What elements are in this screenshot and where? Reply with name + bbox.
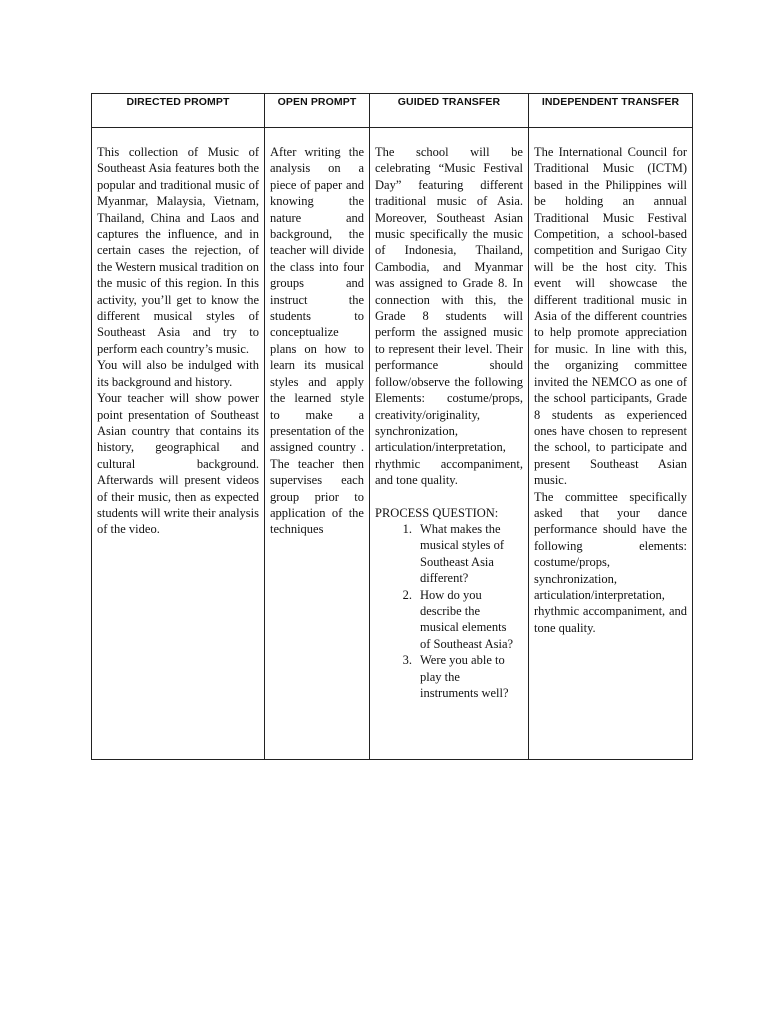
directed-paragraph: Your teacher will show power point presentation of Southeast Asian country that contains its history, geographical and cultural background. Afterwards will present videos of their music, then as expected students will write their analysis of the video. [97, 391, 259, 537]
process-question-item [375, 652, 523, 701]
header-open-prompt: OPEN PROMPT [265, 94, 370, 128]
content-row [92, 128, 693, 760]
process-question-item [375, 587, 523, 653]
question-text: Were you able to play the instruments well? [420, 653, 509, 700]
question-text: How do you describe the musical elements of Southeast Asia? [420, 587, 514, 651]
header-row [92, 94, 693, 128]
activity-table [91, 93, 693, 760]
independent-paragraph: The committee specifically asked that your dance performance should have the following elements: costume/props, synchronization, articulation/interpretation, rhythmic accompaniment, and tone quality. [534, 489, 687, 635]
directed-paragraph: You will also be indulged with its background and history. [97, 358, 259, 389]
question-number: 2. [402, 587, 412, 602]
process-question-list [375, 521, 523, 701]
header-independent-transfer: INDEPENDENT TRANSFER [529, 94, 693, 128]
directed-paragraph: This collection of Music of Southeast Asia features both the popular and traditional music of Myanmar, Malaysia, Vietnam, Thailand, China and Laos and captures the influence, and in certain cases the rejection, of the Western musical tradition on the music of this region. In this activity, you’ll get to know the different musical styles of Southeast Asia and try to perform each country’s music. [97, 145, 259, 356]
header-directed-prompt: DIRECTED PROMPT [92, 94, 265, 128]
independent-paragraph: The International Council for Traditional Music (ICTM) based in the Philippines will be holding an annual Traditional Music Festival Competition, a school-based competition and Surigao City will be the host city. This event will showcase the different traditional music in Asia of the different countries to help promote appreciation for music. In line with this, the organizing committee invited the NEMCO as one of the school participants, Grade 8 students as experienced ones have chosen to represent the school, to participate and present Southeast Asian music. [534, 145, 687, 488]
header-guided-transfer: GUIDED TRANSFER [370, 94, 529, 128]
independent-transfer-cell [529, 128, 693, 760]
process-question-item [375, 521, 523, 587]
guided-paragraph: The school will be celebrating “Music Festival Day” featuring different traditional music of Asia. Moreover, Southeast Asian music specifically the music of Indonesia, Thailand, Cambodia, and Myanmar was assigned to Grade 8. In connection with this, the Grade 8 students will perform the assigned music to represent their level. Their performance should follow/observe the following Elements: costume/props, creativity/originality, synchronization, articulation/interpretation, rhythmic accompaniment, and tone quality. [375, 145, 523, 488]
directed-prompt-cell [92, 128, 265, 760]
guided-transfer-cell [370, 128, 529, 760]
question-number: 1. [402, 521, 412, 536]
process-question-title: PROCESS QUESTION: [375, 505, 499, 520]
open-paragraph: After writing the analysis on a piece of paper and knowing the nature and background, the teacher will divide the class into four groups and instruct the students to conceptualize plans on how to learn its musical styles and apply the learned style to make a presentation of the assigned country . The teacher then supervises each group prior to application of the techniques [270, 145, 364, 537]
open-prompt-cell [265, 128, 370, 760]
question-text: What makes the musical styles of Southeast Asia different? [420, 521, 505, 586]
question-number: 3. [402, 653, 412, 668]
